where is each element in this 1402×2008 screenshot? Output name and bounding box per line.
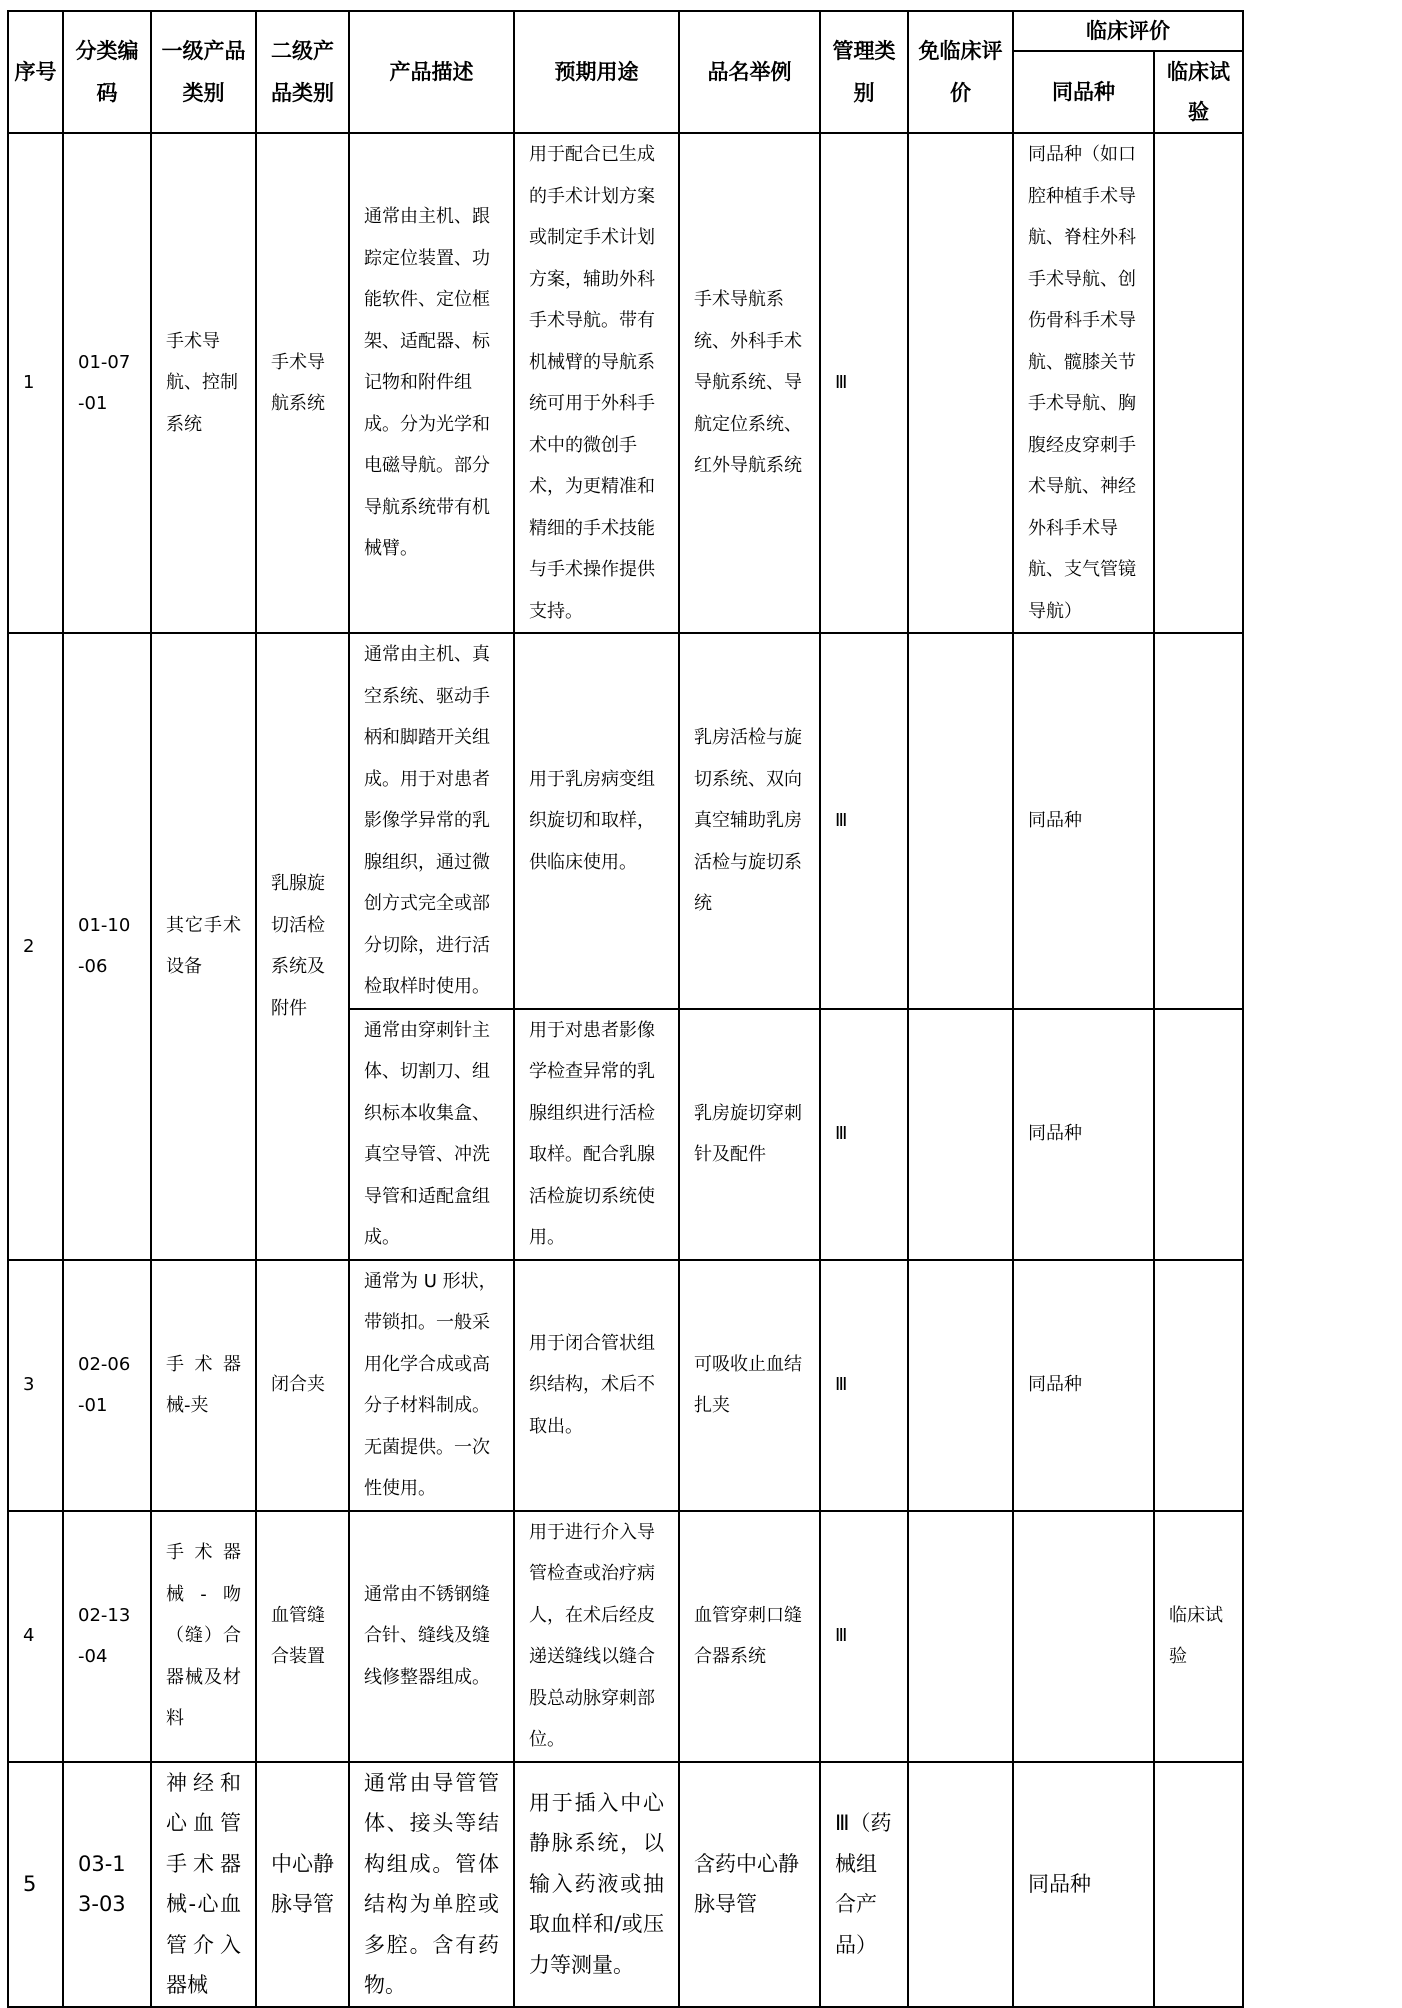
cell-code: 02-13-04 xyxy=(63,1511,151,1762)
cell-use: 用于进行介入导管检查或治疗病人，在术后经皮递送缝线以缝合股总动脉穿刺部位。 xyxy=(514,1511,679,1762)
cell-trial xyxy=(1154,1260,1243,1511)
header-names: 品名举例 xyxy=(679,11,820,133)
cell-names: 乳房旋切穿刺针及配件 xyxy=(679,1009,820,1260)
header-mgmt: 管理类别 xyxy=(820,11,908,133)
cell-seq: 5 xyxy=(8,1762,63,2007)
header-trial: 临床试验 xyxy=(1154,51,1243,133)
header-same: 同品种 xyxy=(1013,51,1154,133)
header-seq: 序号 xyxy=(8,11,63,133)
cell-trial xyxy=(1154,133,1243,633)
cell-cat1: 其它手术设备 xyxy=(151,633,256,1260)
cell-desc: 通常由主机、真空系统、驱动手柄和脚踏开关组成。用于对患者影像学异常的乳腺组织，通过微创方式完全或部分切除，进行活检取样时使用。 xyxy=(349,633,514,1009)
cell-seq: 3 xyxy=(8,1260,63,1511)
cell-cat2: 闭合夹 xyxy=(256,1260,349,1511)
cell-exempt xyxy=(908,633,1013,1009)
catalog-table xyxy=(7,10,1244,2008)
table-row xyxy=(8,1260,1243,1511)
cell-use: 用于乳房病变组织旋切和取样，供临床使用。 xyxy=(514,633,679,1009)
cell-code: 01-10-06 xyxy=(63,633,151,1260)
cell-mgmt: Ⅲ xyxy=(820,633,908,1009)
cell-cat1: 手术器械-吻（缝）合器械及材料 xyxy=(151,1511,256,1762)
header-use: 预期用途 xyxy=(514,11,679,133)
cell-code: 01-07-01 xyxy=(63,133,151,633)
header-code: 分类编码 xyxy=(63,11,151,133)
cell-desc: 通常由不锈钢缝合针、缝线及缝线修整器组成。 xyxy=(349,1511,514,1762)
cell-seq: 2 xyxy=(8,633,63,1260)
table-row xyxy=(8,1511,1243,1762)
cell-names: 血管穿刺口缝合器系统 xyxy=(679,1511,820,1762)
cell-cat2: 血管缝合装置 xyxy=(256,1511,349,1762)
cell-same: 同品种 xyxy=(1013,1260,1154,1511)
cell-names: 可吸收止血结扎夹 xyxy=(679,1260,820,1511)
cell-use: 用于插入中心静脉系统，以输入药液或抽取血样和/或压力等测量。 xyxy=(514,1762,679,2007)
cell-same: 同品种 xyxy=(1013,1009,1154,1260)
cell-cat2: 乳腺旋切活检系统及附件 xyxy=(256,633,349,1260)
header-cat1: 一级产品类别 xyxy=(151,11,256,133)
cell-same: 同品种（如口腔种植手术导航、脊柱外科手术导航、创伤骨科手术导航、髋膝关节手术导航、胸腹经皮穿刺手术导航、神经外科手术导航、支气管镜导航） xyxy=(1013,133,1154,633)
cell-use: 用于闭合管状组织结构，术后不取出。 xyxy=(514,1260,679,1511)
cell-names: 手术导航系统、外科手术导航系统、导航定位系统、红外导航系统 xyxy=(679,133,820,633)
cell-exempt xyxy=(908,133,1013,633)
cell-same: 同品种 xyxy=(1013,633,1154,1009)
cell-trial xyxy=(1154,633,1243,1009)
cell-trial xyxy=(1154,1009,1243,1260)
cell-seq: 4 xyxy=(8,1511,63,1762)
cell-cat1: 神经和心血管手术器械-心血管介入器械 xyxy=(151,1762,256,2007)
cell-seq: 1 xyxy=(8,133,63,633)
cell-desc: 通常由穿刺针主体、切割刀、组织标本收集盒、真空导管、冲洗导管和适配盒组成。 xyxy=(349,1009,514,1260)
cell-cat1: 手术器械-夹 xyxy=(151,1260,256,1511)
cell-names: 含药中心静脉导管 xyxy=(679,1762,820,2007)
cell-desc: 通常为 U 形状，带锁扣。一般采用化学合成或高分子材料制成。无菌提供。一次性使用。 xyxy=(349,1260,514,1511)
cell-same: 同品种 xyxy=(1013,1762,1154,2007)
header-exempt: 免临床评价 xyxy=(908,11,1013,133)
cell-cat1: 手术导航、控制系统 xyxy=(151,133,256,633)
cell-code: 03-13-03 xyxy=(63,1762,151,2007)
header-cat2: 二级产品类别 xyxy=(256,11,349,133)
cell-mgmt: Ⅲ xyxy=(820,133,908,633)
cell-desc: 通常由导管管体、接头等结构组成。管体结构为单腔或多腔。含有药物。 xyxy=(349,1762,514,2007)
cell-exempt xyxy=(908,1511,1013,1762)
header-desc: 产品描述 xyxy=(349,11,514,133)
cell-desc: 通常由主机、跟踪定位装置、功能软件、定位框架、适配器、标记物和附件组成。分为光学和电磁导航。部分导航系统带有机械臂。 xyxy=(349,133,514,633)
cell-mgmt: Ⅲ xyxy=(820,1009,908,1260)
table-row xyxy=(8,633,1243,1009)
cell-exempt xyxy=(908,1009,1013,1260)
cell-exempt xyxy=(908,1260,1013,1511)
cell-cat2: 手术导航系统 xyxy=(256,133,349,633)
cell-mgmt: Ⅲ xyxy=(820,1511,908,1762)
cell-same xyxy=(1013,1511,1154,1762)
cell-exempt xyxy=(908,1762,1013,2007)
cell-use: 用于配合已生成的手术计划方案或制定手术计划方案，辅助外科手术导航。带有机械臂的导航系统可用于外科手术中的微创手术，为更精准和精细的手术技能与手术操作提供支持。 xyxy=(514,133,679,633)
cell-cat2: 中心静脉导管 xyxy=(256,1762,349,2007)
cell-code: 02-06-01 xyxy=(63,1260,151,1511)
cell-trial xyxy=(1154,1762,1243,2007)
cell-names: 乳房活检与旋切系统、双向真空辅助乳房活检与旋切系统 xyxy=(679,633,820,1009)
cell-trial: 临床试验 xyxy=(1154,1511,1243,1762)
cell-use: 用于对患者影像学检查异常的乳腺组织进行活检取样。配合乳腺活检旋切系统使用。 xyxy=(514,1009,679,1260)
cell-mgmt: Ⅲ（药械组合产品） xyxy=(820,1762,908,2007)
header-clinical: 临床评价 xyxy=(1013,11,1243,51)
table-row xyxy=(8,133,1243,633)
table-row xyxy=(8,1762,1243,2007)
cell-mgmt: Ⅲ xyxy=(820,1260,908,1511)
